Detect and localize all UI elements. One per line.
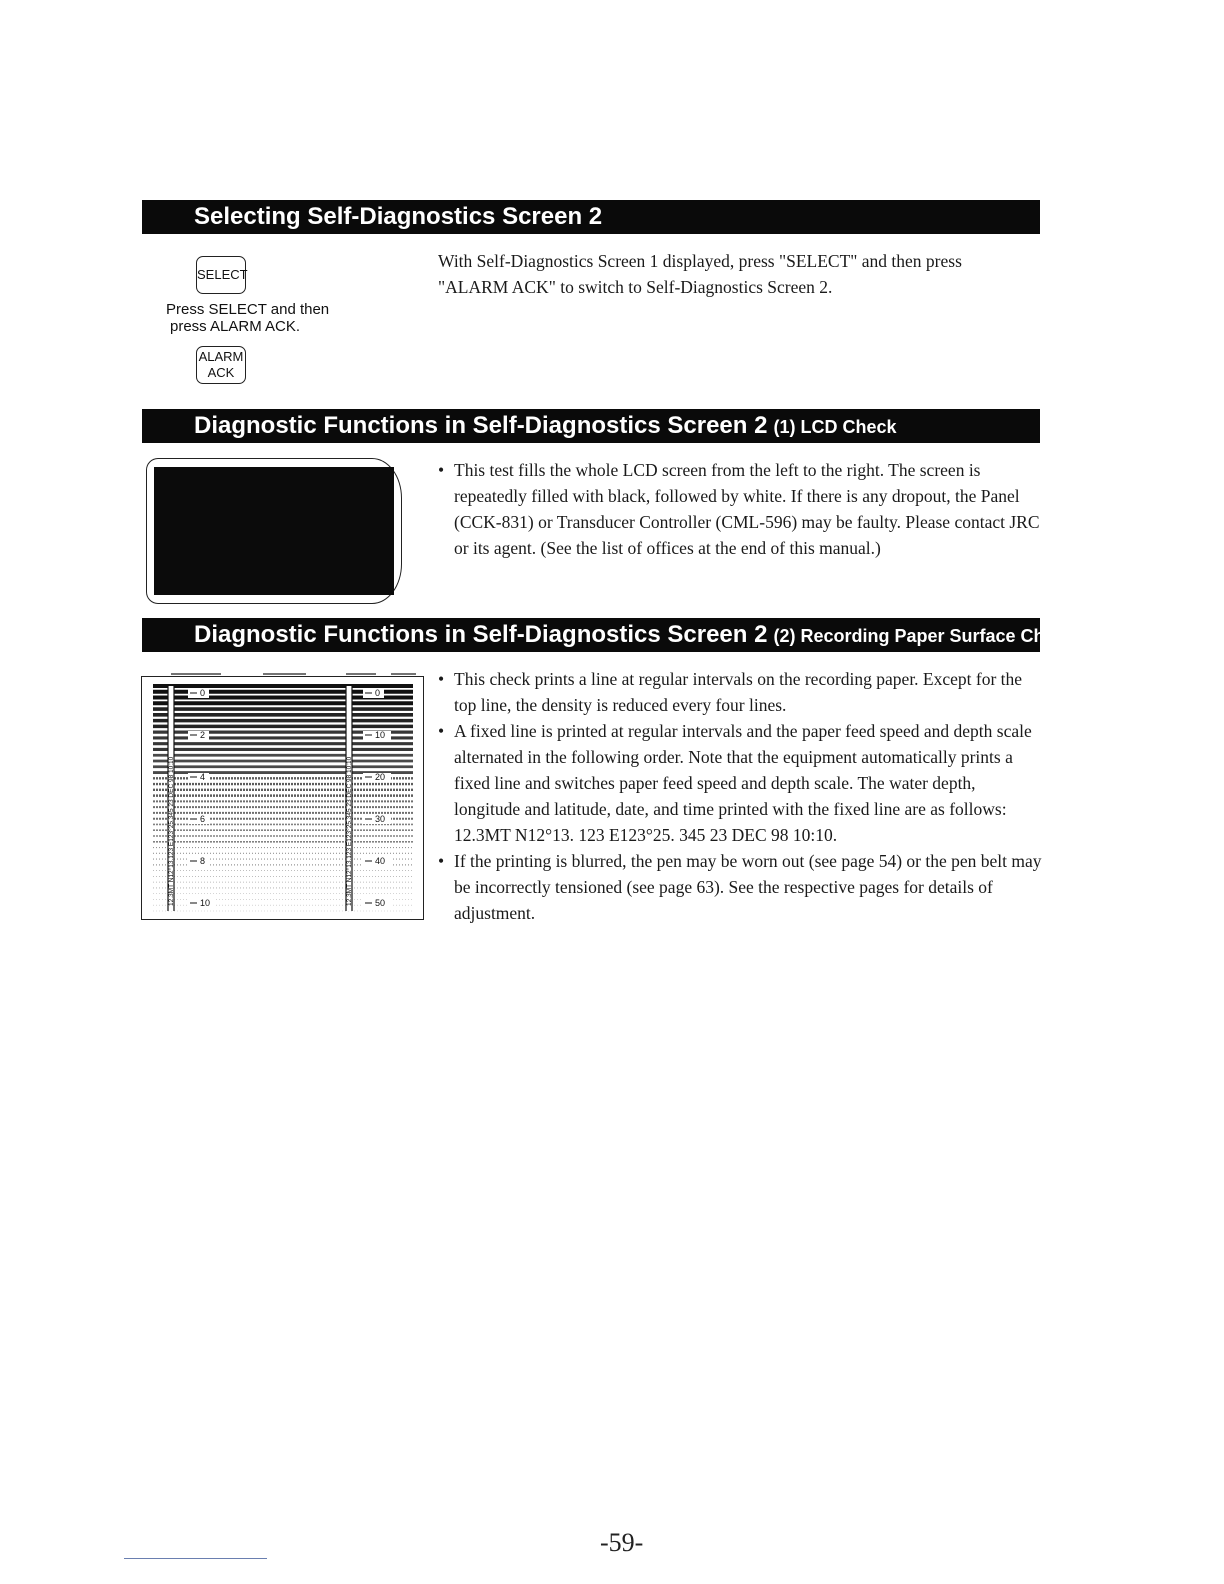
section-title: Diagnostic Functions in Self-Diagnostics Screen 2 <box>194 621 768 648</box>
alarm-ack-key-icon <box>196 346 246 384</box>
bullet-item: • If the printing is blurred, the pen may be worn out (see page 54) or the pen belt may be incorrectly tensioned (see page 63). See the respective pages for details of adjustment. <box>438 848 1044 926</box>
print-lines <box>153 674 416 911</box>
section-header-paper-check <box>142 618 1075 652</box>
bullet-item: • This check prints a line at regular intervals on the recording paper. Except for the top line, the density is reduced every four lines. <box>438 666 1044 718</box>
section1-body: With Self-Diagnostics Screen 1 displayed, press "SELECT" and then press "ALARM ACK" to switch to Self-Diagnostics Screen 2. <box>438 251 962 297</box>
section2-body <box>438 457 1042 561</box>
scale-label: 10 <box>200 898 211 908</box>
scale-label: 30 <box>375 814 386 824</box>
scale-label: 10 <box>375 730 386 740</box>
section-title: Diagnostic Functions in Self-Diagnostics Screen 2 <box>194 412 768 439</box>
caption-line-1: Press SELECT and then <box>166 301 330 318</box>
scale-label: 4 <box>200 772 206 782</box>
footer-rule <box>124 1558 267 1559</box>
fixed-line-text: 12.3MT N12°13.123 E123°25.345 23 DEC 98 10:10 <box>168 756 175 906</box>
section-title: Selecting Self-Diagnostics Screen 2 <box>194 203 603 230</box>
caption-line-2: press ALARM ACK. <box>170 318 301 335</box>
section-subtitle: (2) Recording Paper Surface Check <box>773 626 1075 646</box>
alarm-key-label-1: ALARM <box>198 349 244 364</box>
scale-label: 0 <box>375 688 381 698</box>
scale-label: 50 <box>375 898 386 908</box>
scale-label: 40 <box>375 856 386 866</box>
fixed-line-text: 12.3MT N12°13.123 E123°25.345 23 DEC 98 10:10 <box>346 756 353 906</box>
section-header-selecting <box>142 200 1040 234</box>
select-key-label: SELECT <box>197 267 248 282</box>
page-number: -59- <box>600 1528 644 1557</box>
bullet-item: • This test fills the whole LCD screen from the left to the right. The screen is repeatedly filled with black, followed by white. If there is any dropout, the Panel (CCK-831) or Transducer Controller (CML-596) may be faulty. Please contact JRC or its agent. (See the list of offices at the end of this manual.) <box>438 457 1042 561</box>
lcd-screen-filled <box>154 467 394 595</box>
scale-label: 6 <box>200 814 206 824</box>
select-key-icon <box>196 256 246 294</box>
scale-label: 20 <box>375 772 386 782</box>
section-header-lcd-check <box>142 409 1040 443</box>
section-subtitle: (1) LCD Check <box>773 417 897 437</box>
recording-paper-illustration <box>141 666 431 926</box>
scale-label: 0 <box>200 688 206 698</box>
bullet-item: • A fixed line is printed at regular intervals and the paper feed speed and depth scale alternated in the following order. Note that the equipment automatically prints a fixed line and switches paper feed speed and depth scale. The water depth, longitude and latitude, date, and time printed with the fixed line are as follows: 12.3MT N12°13. 123 E123°25. 345 23 DEC 98 10:10. <box>438 718 1044 848</box>
key-caption <box>166 301 329 335</box>
scale-label: 2 <box>200 730 206 740</box>
section3-body <box>438 666 1044 926</box>
alarm-key-label-2: ACK <box>207 365 235 380</box>
scale-label: 8 <box>200 856 206 866</box>
